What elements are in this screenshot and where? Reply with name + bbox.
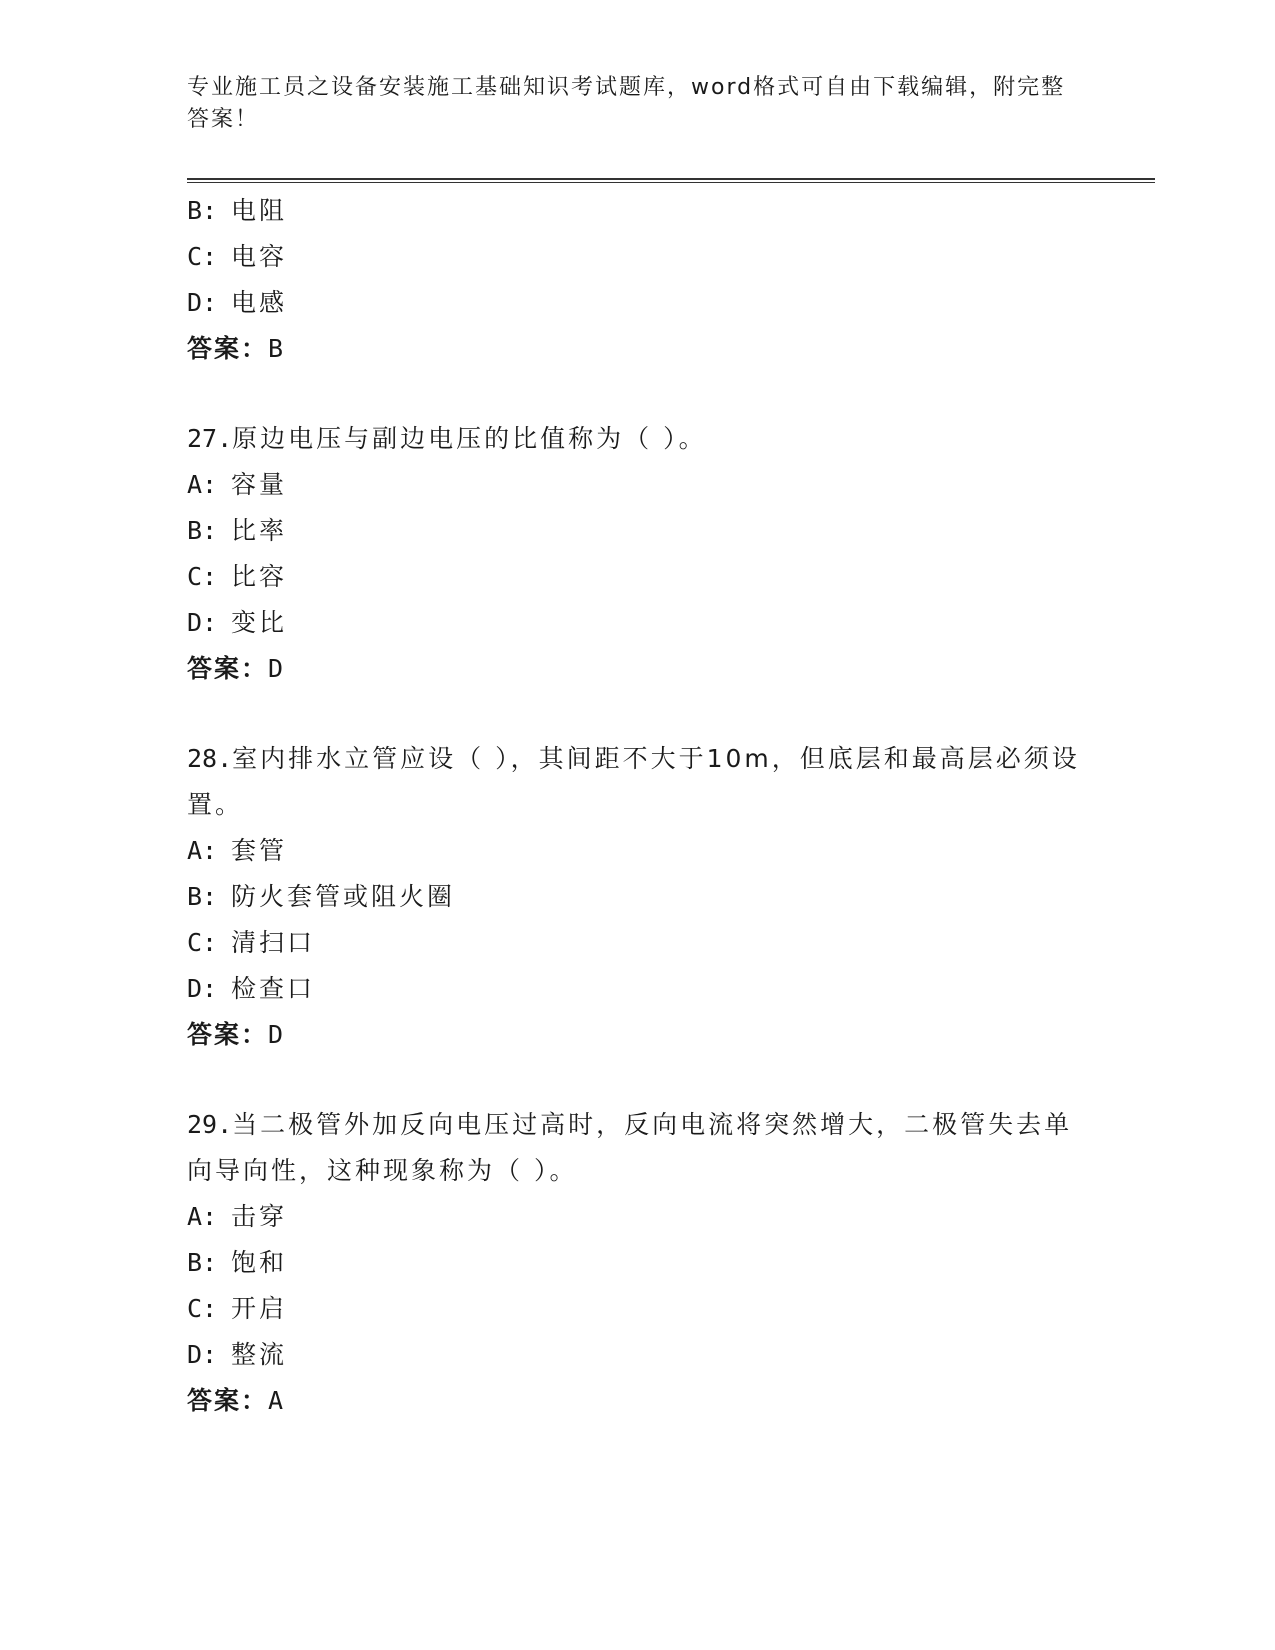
answer-label: 答案： (187, 334, 269, 363)
option-d (187, 280, 1087, 326)
question-fragment (187, 188, 1087, 372)
option-letter: A: (187, 470, 218, 499)
answer-line (187, 1378, 1087, 1424)
option-text: 变比 (231, 608, 288, 637)
option-letter: A: (187, 1202, 218, 1231)
option-text: 比容 (231, 562, 288, 591)
option-b (187, 508, 1087, 554)
option-b (187, 1240, 1087, 1286)
question-text: 原边电压与副边电压的比值称为（ ）。 (232, 424, 707, 453)
question-28 (187, 736, 1087, 1058)
option-c (187, 920, 1087, 966)
option-text: 电阻 (231, 196, 288, 225)
option-a (187, 828, 1087, 874)
option-a (187, 462, 1087, 508)
option-letter: B: (187, 196, 218, 225)
option-letter: C: (187, 562, 218, 591)
option-text: 开启 (231, 1294, 288, 1323)
option-text: 电容 (231, 242, 288, 271)
option-letter: C: (187, 928, 218, 957)
answer-value: D (268, 1020, 286, 1049)
option-text: 清扫口 (231, 928, 316, 957)
option-letter: B: (187, 516, 218, 545)
answer-line (187, 326, 1087, 372)
question-stem (187, 1102, 1087, 1194)
option-text: 检查口 (231, 974, 316, 1003)
option-b (187, 874, 1087, 920)
option-text: 比率 (231, 516, 288, 545)
answer-value: B (268, 334, 286, 363)
spacer (187, 692, 1087, 736)
option-a (187, 1194, 1087, 1240)
page-header: 专业施工员之设备安装施工基础知识考试题库，word格式可自由下载编辑，附完整答案！ (187, 75, 1066, 132)
option-letter: D: (187, 608, 218, 637)
option-letter: B: (187, 1248, 218, 1277)
answer-value: D (268, 654, 286, 683)
option-letter: D: (187, 288, 218, 317)
option-b (187, 188, 1087, 234)
option-text: 套管 (231, 836, 288, 865)
question-stem (187, 416, 1087, 462)
option-text: 饱和 (231, 1248, 288, 1277)
answer-line (187, 646, 1087, 692)
option-text: 容量 (231, 470, 288, 499)
spacer (187, 1058, 1087, 1102)
option-d (187, 966, 1087, 1012)
question-text: 当二极管外加反向电压过高时，反向电流将突然增大，二极管失去单向导向性，这种现象称为（ ）。 (187, 1110, 1073, 1185)
question-number: 27. (187, 424, 233, 453)
answer-label: 答案： (187, 1020, 269, 1049)
option-d (187, 1332, 1087, 1378)
option-letter: B: (187, 882, 218, 911)
option-letter: D: (187, 1340, 218, 1369)
question-list (187, 188, 1087, 1424)
option-c (187, 1286, 1087, 1332)
option-letter: C: (187, 1294, 218, 1323)
option-c (187, 554, 1087, 600)
answer-value: A (268, 1386, 286, 1415)
option-text: 防火套管或阻火圈 (231, 882, 456, 911)
option-d (187, 600, 1087, 646)
question-text: 室内排水立管应设（ ），其间距不大于10m，但底层和最高层必须设置。 (187, 744, 1080, 819)
question-27 (187, 416, 1087, 692)
question-number: 29. (187, 1110, 233, 1139)
header-divider (187, 178, 1155, 183)
option-letter: A: (187, 836, 218, 865)
option-letter: C: (187, 242, 218, 271)
spacer (187, 372, 1087, 416)
answer-label: 答案： (187, 654, 269, 683)
option-letter: D: (187, 974, 218, 1003)
option-text: 电感 (231, 288, 288, 317)
question-number: 28. (187, 744, 233, 773)
answer-label: 答案： (187, 1386, 269, 1415)
question-29 (187, 1102, 1087, 1424)
answer-line (187, 1012, 1087, 1058)
option-c (187, 234, 1087, 280)
question-stem (187, 736, 1087, 828)
option-text: 击穿 (231, 1202, 288, 1231)
option-text: 整流 (231, 1340, 288, 1369)
